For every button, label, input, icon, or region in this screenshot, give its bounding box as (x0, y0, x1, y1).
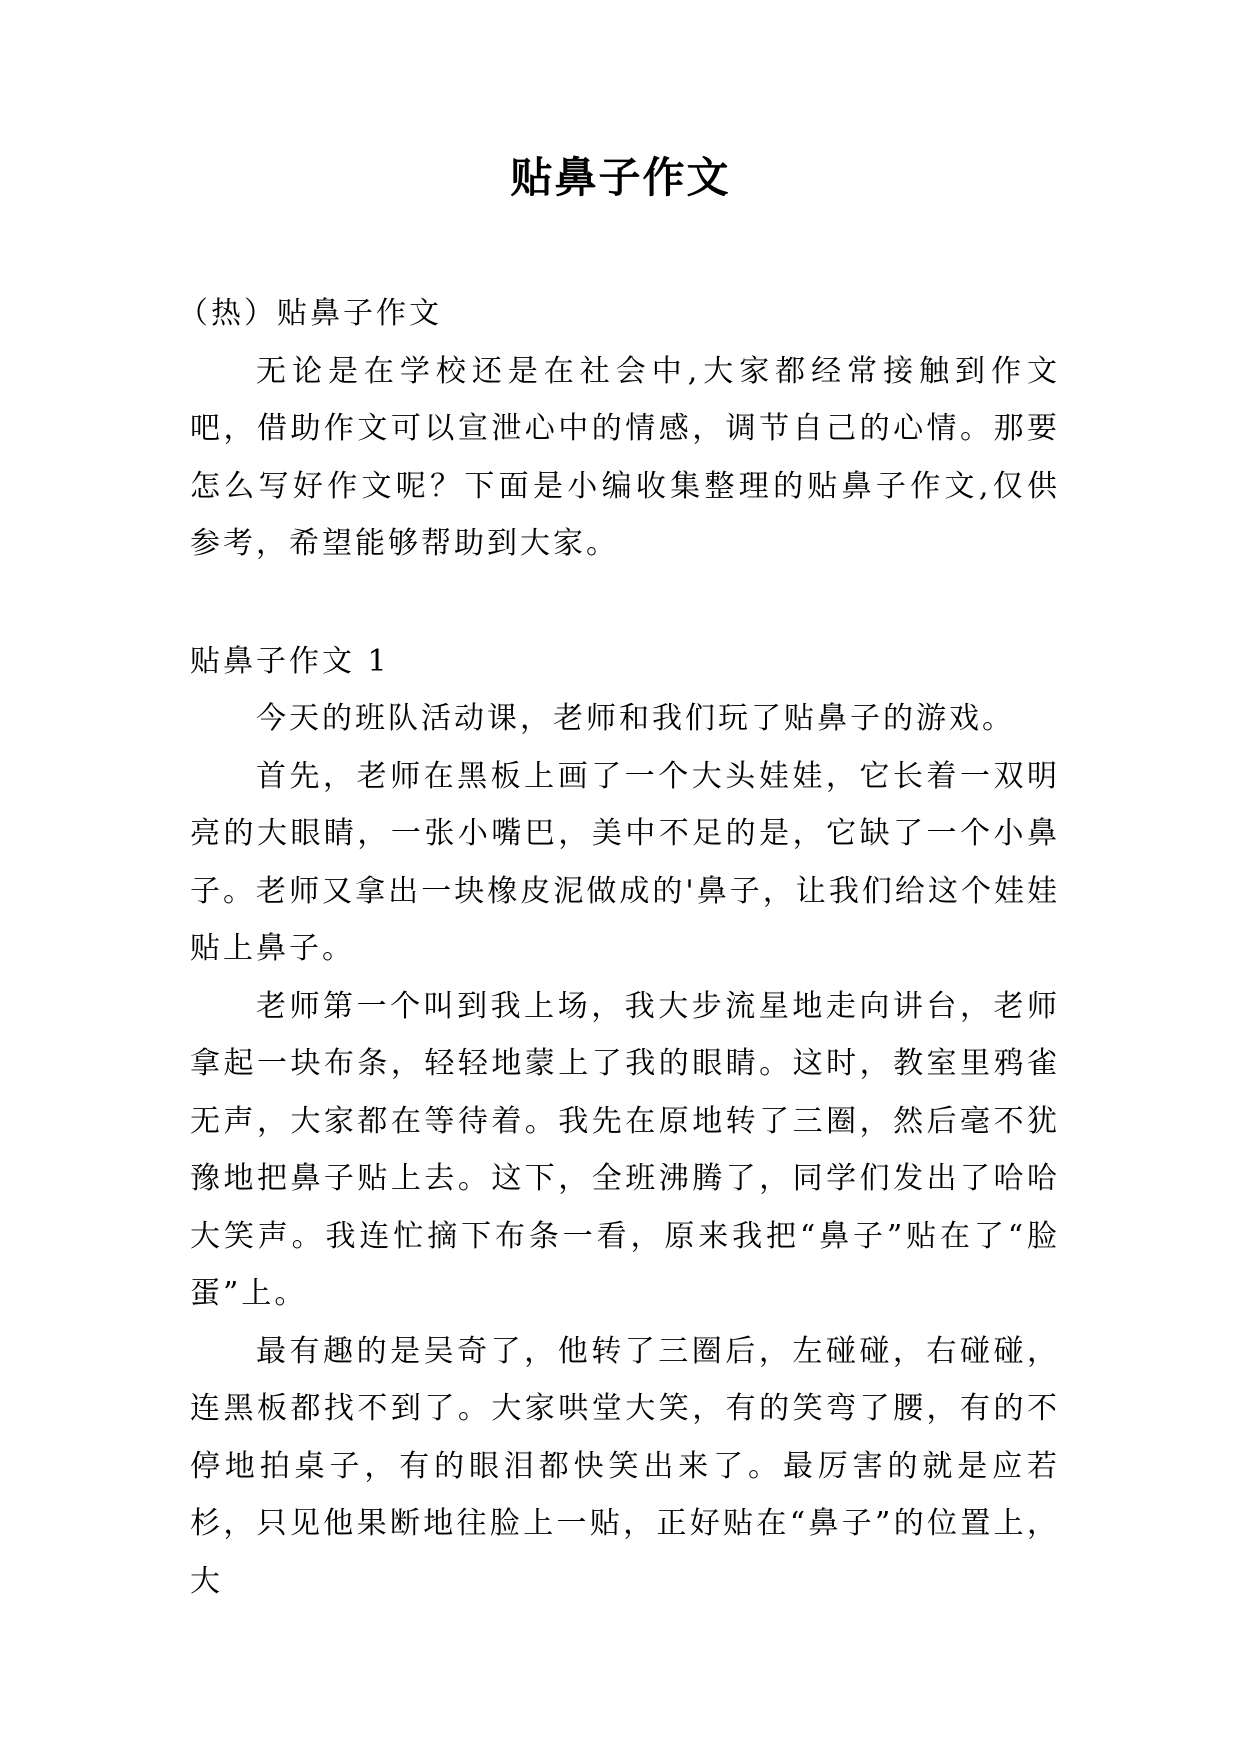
body-paragraph: 最有趣的是吴奇了，他转了三圈后，左碰碰，右碰碰，连黑板都找不到了。大家哄堂大笑，有的笑弯了腰，有的不停地拍桌子，有的眼泪都快笑出来了。最厉害的就是应若杉，只见他果断地往脸上一贴，正好贴在“鼻子”的位置上，大 (190, 1333, 1060, 1599)
spacer (190, 573, 1060, 633)
document-body (178, 285, 1060, 1610)
section-heading: 贴鼻子作文 1 (190, 643, 390, 679)
intro-paragraph: 无论是在学校还是在社会中,大家都经常接触到作文吧，借助作文可以宣泄心中的情感，调节自己的心情。那要怎么写好作文呢？下面是小编收集整理的贴鼻子作文,仅供参考，希望能够帮助到大家。 (190, 353, 1060, 561)
document-title: 贴鼻子作文 (510, 153, 731, 202)
body-paragraph: 老师第一个叫到我上场，我大步流星地走向讲台，老师拿起一块布条，轻轻地蒙上了我的眼睛。这时，教室里鸦雀无声，大家都在等待着。我先在原地转了三圈，然后毫不犹豫地把鼻子贴上去。这下，全班沸腾了，同学们发出了哈哈大笑声。我连忙摘下布条一看，原来我把“鼻子”贴在了“脸蛋”上。 (190, 988, 1060, 1311)
document-subtitle: （热）贴鼻子作文 (178, 296, 442, 331)
body-paragraph: 首先，老师在黑板上画了一个大头娃娃，它长着一双明亮的大眼睛，一张小嘴巴，美中不足的是，它缺了一个小鼻子。老师又拿出一块橡皮泥做成的'鼻子，让我们给这个娃娃贴上鼻子。 (190, 758, 1060, 966)
body-paragraph: 今天的班队活动课，老师和我们玩了贴鼻子的游戏。 (256, 701, 1015, 736)
